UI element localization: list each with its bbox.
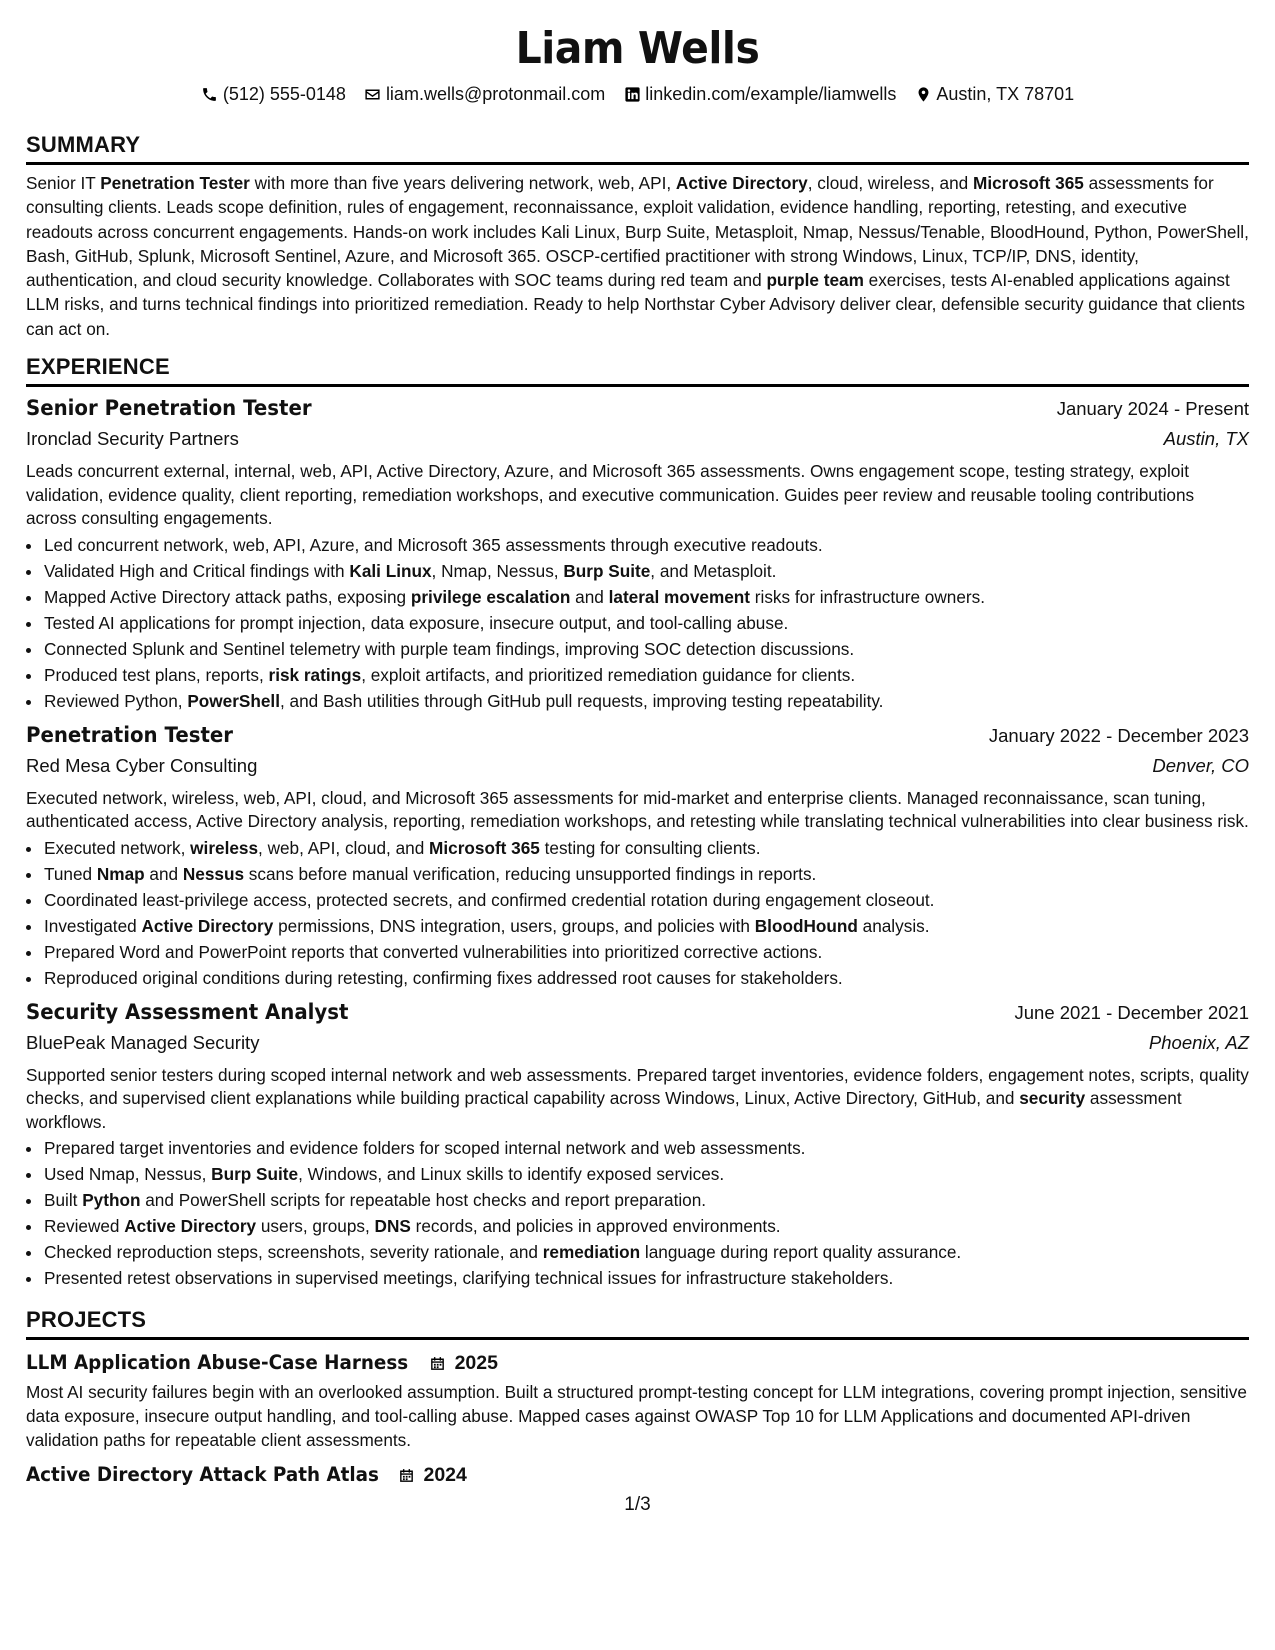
contact-phone[interactable] [201,82,346,106]
bullet-item: • Reviewed Active Directory users, groups, DNS records, and policies in approved environments. [43,1213,1249,1239]
linkedin-icon [623,85,641,103]
project-year: 2024 [423,1464,467,1487]
project-description: Most AI security failures begin with an overlooked assumption. Built a structured prompt-testing concept for LLM integrations, covering prompt injection, sensitive data exposure, insecure output handling, and tool-calling abuse. Mapped cases against OWASP Top 10 for LLM Applications and documented API-driven validation paths for repeatable client assessments. [26,1382,1247,1451]
bullet-item: • Reviewed Python, PowerShell, and Bash utilities through GitHub pull requests, improving testing repeatability. [43,688,1249,714]
job-company: BluePeak Managed Security [26,1031,260,1053]
bullet-item: • Tuned Nmap and Nessus scans before manual verification, reducing unsupported findings in reports. [43,861,1249,887]
project-list [26,1348,1249,1490]
job-location: Denver, CO [1152,754,1249,776]
map-pin-icon [914,85,932,103]
linkedin-text: linkedin.com/example/liamwells [645,84,897,104]
job-dates: January 2024 - Present [1056,398,1249,420]
phone-icon [201,85,219,103]
project-year: 2025 [454,1352,498,1375]
contact-linkedin[interactable] [623,82,896,106]
page-number: 1/3 [624,1494,651,1515]
bullet-item: • Tested AI applications for prompt injection, data exposure, insecure output, and tool-calling abuse. [43,610,1249,636]
bullet-item: • Validated High and Critical findings with Kali Linux, Nmap, Nessus, Burp Suite, and Metasploit. [43,558,1249,584]
summary-section [26,132,1249,341]
calendar-icon [397,1466,415,1484]
job-title: Senior Penetration Tester [26,396,312,421]
bullet-item: • Led concurrent network, web, API, Azure, and Microsoft 365 assessments through executive readouts. [43,532,1249,558]
job-location: Phoenix, AZ [1148,1031,1249,1053]
project-entry [26,1348,1249,1452]
job-title: Penetration Tester [26,722,234,747]
job-entry [26,997,1249,1292]
bullet-item: • Prepared target inventories and evidence folders for scoped internal network and web assessments. [43,1135,1249,1161]
experience-section [26,354,1249,1291]
bullet-item: • Reproduced original conditions during retesting, confirming fixes addressed root causes for stakeholders. [43,965,1249,991]
summary-heading: SUMMARY [26,132,1249,165]
phone-text: (512) 555-0148 [222,84,346,104]
project-date [429,1348,498,1378]
job-bullets [26,835,1249,991]
contact-bar [26,82,1249,106]
bullet-item: • Coordinated least-privilege access, protected secrets, and confirmed credential rotation during engagement closeout. [43,887,1249,913]
bullet-item: • Used Nmap, Nessus, Burp Suite, Windows, and Linux skills to identify exposed services. [43,1161,1249,1187]
bullet-item: • Prepared Word and PowerPoint reports that converted vulnerabilities into prioritized corrective actions. [43,939,1249,965]
job-list [26,393,1249,1291]
bullet-item: • Produced test plans, reports, risk ratings, exploit artifacts, and prioritized remediation guidance for clients. [43,662,1249,688]
job-description: Supported senior testers during scoped internal network and web assessments. Prepared target inventories, evidence folders, engagement notes, scripts, quality checks, and supervised client explanations while building practical capability across Windows, Linux, Active Directory, GitHub, and security assessment workflows. [26,1064,1249,1132]
job-location: Austin, TX [1163,428,1249,450]
bullet-item: • Built Python and PowerShell scripts for repeatable host checks and report preparation. [43,1187,1249,1213]
projects-section [26,1307,1249,1490]
job-dates: June 2021 - December 2021 [1014,1001,1249,1023]
project-entry [26,1460,1249,1490]
bullet-item: • Presented retest observations in supervised meetings, clarifying technical issues for infrastructure stakeholders. [43,1265,1249,1291]
calendar-icon [429,1354,447,1372]
bullet-item: • Executed network, wireless, web, API, cloud, and Microsoft 365 testing for consulting clients. [43,835,1249,861]
job-company: Ironclad Security Partners [26,428,239,450]
contact-location [914,82,1074,106]
job-title: Security Assessment Analyst [26,999,349,1024]
bullet-item: • Investigated Active Directory permissions, DNS integration, users, groups, and policies with BloodHound analysis. [43,913,1249,939]
job-entry [26,393,1249,714]
project-title: LLM Application Abuse-Case Harness [26,1351,409,1375]
email-text: liam.wells@protonmail.com [385,84,606,104]
bullet-item: • Mapped Active Directory attack paths, exposing privilege escalation and lateral movement risks for infrastructure owners. [43,584,1249,610]
job-description: Executed network, wireless, web, API, cloud, and Microsoft 365 assessments for mid-market and enterprise clients. Managed reconnaissance, scan tuning, authenticated access, Active Directory analysis, reporting, remediation workshops, and retesting while translating technical vulnerabilities into clear business risk. [26,787,1249,832]
summary-text: Senior IT Penetration Tester with more than five years delivering network, web, API, Active Directory, cloud, wireless, and Microsoft 365 assessments for consulting clients. Leads scope definition, rules of engagement, reconnaissance, exploit validation, evidence handling, reporting, retesting, and executive readouts across concurrent engagements. Hands-on work includes Kali Linux, Burp Suite, Metasploit, Nmap, Nessus/Tenable, BloodHound, Python, PowerShell, Bash, GitHub, Splunk, Microsoft Sentinel, Azure, and Microsoft 365. OSCP-certified practitioner with strong Windows, Linux, TCP/IP, DNS, identity, authentication, and cloud security knowledge. Collaborates with SOC teams during red team and purple team exercises, tests AI-enabled applications against LLM risks, and turns technical findings into prioritized remediation. Ready to help Northstar Cyber Advisory deliver clear, defensible security guidance that clients can act on. [26,173,1249,339]
bullet-item: • Checked reproduction steps, screenshots, severity rationale, and remediation language during report quality assurance. [43,1239,1249,1265]
envelope-icon [364,85,382,103]
job-entry [26,720,1249,991]
contact-email[interactable] [364,82,605,106]
projects-heading: PROJECTS [26,1307,1249,1340]
experience-heading: EXPERIENCE [26,354,1249,387]
project-date [397,1460,466,1490]
location-text: Austin, TX 78701 [936,84,1075,104]
job-dates: January 2022 - December 2023 [988,724,1249,746]
job-description: Leads concurrent external, internal, web, API, Active Directory, Azure, and Microsoft 365 assessments. Owns engagement scope, testing strategy, exploit validation, evidence quality, client reporting, remediation workshops, and executive communication. Guides peer review and reusable tooling contributions across consulting engagements. [26,461,1195,529]
job-bullets [26,1135,1249,1291]
job-bullets [26,532,1249,714]
bullet-item: • Connected Splunk and Sentinel telemetry with purple team findings, improving SOC detection discussions. [43,636,1249,662]
job-company: Red Mesa Cyber Consulting [26,754,258,776]
candidate-name: Liam Wells [515,23,760,74]
project-title: Active Directory Attack Path Atlas [26,1463,379,1487]
